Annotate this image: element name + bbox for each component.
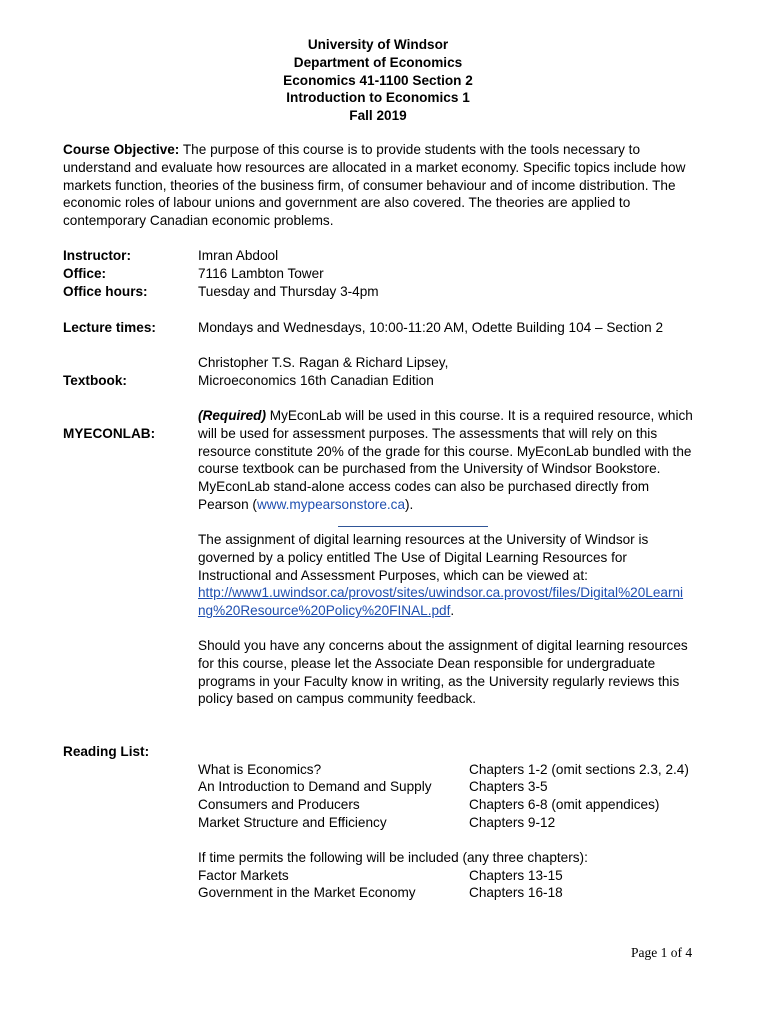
textbook-authors: Christopher T.S. Ragan & Richard Lipsey, (198, 355, 449, 370)
policy-link-part2: ng%20Resource%20Policy%20FINAL.pdf (198, 603, 451, 619)
required-note: (Required) (198, 408, 266, 423)
objective-text: The purpose of this course is to provide students with the tools necessary to understand and evaluate how resources are allocated in a market economy. Specific topics include how markets function, theories of the business firm, of consumer behaviour and of income distribution. The economic roles of labour unions and government are also covered. The theories are applied to contemporary Canadian economic problems. (63, 142, 686, 229)
myeconlab-label: MYECONLAB: (63, 426, 156, 441)
course-objective (63, 141, 703, 230)
reading-chapters: Chapters 9-12 (469, 815, 556, 830)
reading-topic: Factor Markets (198, 868, 289, 883)
instructor-value: Imran Abdool (198, 248, 279, 263)
course-title: Introduction to Economics 1 (286, 90, 470, 106)
myeconlab-description (198, 407, 703, 514)
lecture-times-label: Lecture times: (63, 320, 156, 335)
textbook-title: Microeconomics 16th Canadian Edition (198, 373, 434, 388)
reading-chapters: Chapters 16-18 (469, 885, 563, 900)
lecture-times-value: Mondays and Wednesdays, 10:00-11:20 AM, Odette Building 104 – Section 2 (198, 320, 664, 335)
reading-chapters: Chapters 6-8 (omit appendices) (469, 797, 660, 812)
office-value: 7116 Lambton Tower (198, 266, 324, 281)
myeconlab-text: MyEconLab will be used in this course. It is a required resource, which will be used for assessment purposes. The assessments that will rely on this resource constitute 20% of the grade for this course. MyEconLab bundled with the course textbook can be purchased from the University of Windsor Bookstore. MyEconLab stand-alone access codes can also be purchased directly from Pearson ( (198, 408, 693, 512)
policy-link-part1: http://www1.uwindsor.ca/provost/sites/uwindsor.ca.provost/files/Digital%20Learni (198, 585, 684, 601)
reading-chapters: Chapters 13-15 (469, 868, 563, 883)
university-name: University of Windsor (307, 37, 449, 52)
policy-text: The assignment of digital learning resources at the University of Windsor is governed by a policy entitled The Use of Digital Learning Resources for Instructional and Assessment Purposes, which can be viewed at: (198, 532, 649, 583)
pearson-store-link[interactable]: www.mypearsonstore.ca (256, 496, 406, 512)
department-name: Department of Economics (293, 54, 463, 70)
page-number: Page 1 of 4 (631, 945, 693, 960)
reading-topic: Market Structure and Efficiency (198, 815, 387, 830)
reading-list-label: Reading List: (63, 744, 150, 759)
objective-label: Course Objective: (63, 142, 180, 157)
myeconlab-text-end: ). (405, 496, 414, 512)
link-underline-rule (338, 526, 488, 527)
reading-topic: What is Economics? (198, 762, 322, 777)
policy-end: . (450, 603, 455, 619)
office-hours-label: Office hours: (63, 284, 148, 299)
optional-intro: If time permits the following will be included (any three chapters): (198, 850, 588, 865)
course-code: Economics 41-1100 Section 2 (283, 72, 473, 88)
instructor-label: Instructor: (63, 248, 131, 263)
concerns-paragraph: Should you have any concerns about the assignment of digital learning resources for this course, please let the Associate Dean responsible for undergraduate programs in your Faculty know in writing, as the University regularly reviews this policy based on campus community feedback. (198, 638, 688, 707)
reading-topic: An Introduction to Demand and Supply (198, 779, 432, 794)
policy-paragraph (198, 531, 703, 620)
term: Fall 2019 (349, 108, 407, 124)
reading-chapters: Chapters 3-5 (469, 779, 548, 794)
policy-link[interactable] (198, 585, 683, 618)
office-hours-value: Tuesday and Thursday 3-4pm (198, 284, 379, 299)
office-label: Office: (63, 266, 107, 281)
reading-topic: Government in the Market Economy (198, 885, 416, 900)
reading-topic: Consumers and Producers (198, 797, 360, 812)
document-header (0, 36, 756, 125)
reading-chapters: Chapters 1-2 (omit sections 2.3, 2.4) (469, 762, 689, 777)
textbook-label: Textbook: (63, 373, 127, 388)
